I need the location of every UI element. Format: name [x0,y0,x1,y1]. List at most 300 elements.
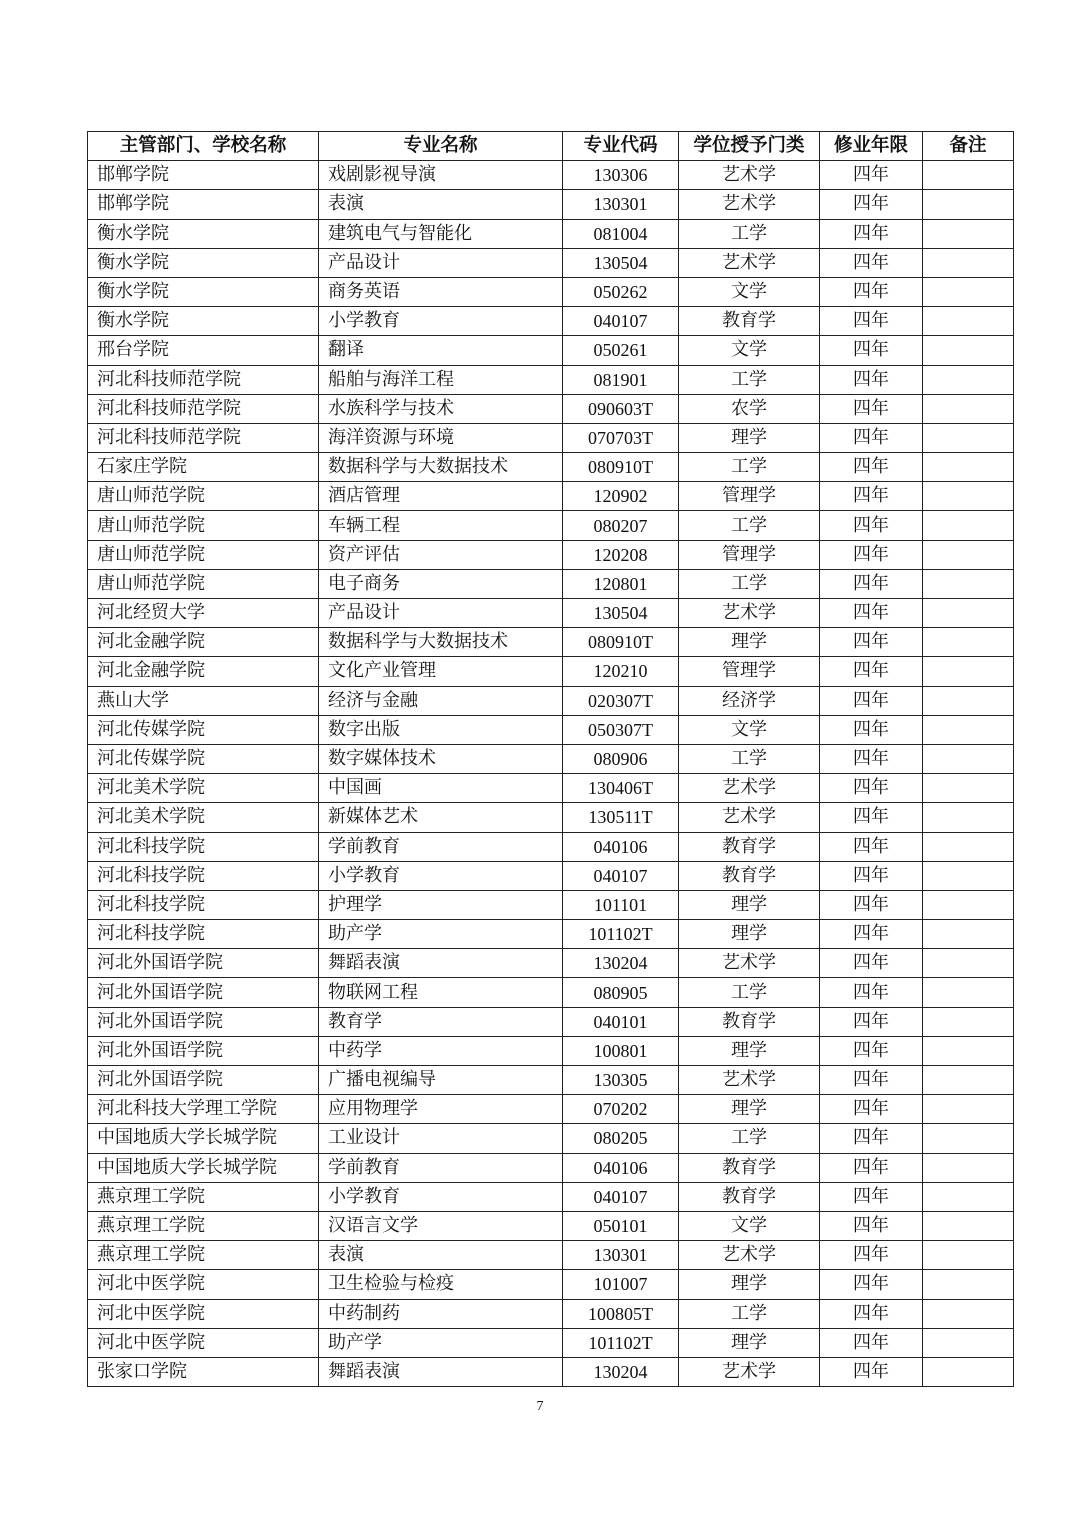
major-name-cell: 数据科学与大数据技术 [319,453,563,482]
note-cell [923,1241,1014,1270]
table-body [88,161,1014,1387]
note-cell [923,1328,1014,1357]
degree-category-cell: 艺术学 [679,248,820,277]
degree-category-cell: 文学 [679,277,820,306]
study-years-cell: 四年 [820,219,923,248]
header-major: 专业名称 [319,132,563,161]
school-name-cell: 河北金融学院 [88,657,319,686]
major-name-cell: 小学教育 [319,1182,563,1211]
table-row [88,686,1014,715]
degree-category-cell: 工学 [679,978,820,1007]
study-years-cell: 四年 [820,1066,923,1095]
note-cell [923,628,1014,657]
school-name-cell: 衡水学院 [88,277,319,306]
note-cell [923,365,1014,394]
header-degree: 学位授予门类 [679,132,820,161]
study-years-cell: 四年 [820,1357,923,1386]
study-years-cell: 四年 [820,744,923,773]
note-cell [923,219,1014,248]
table-row [88,540,1014,569]
degree-category-cell: 理学 [679,920,820,949]
note-cell [923,744,1014,773]
major-name-cell: 船舶与海洋工程 [319,365,563,394]
major-name-cell: 车辆工程 [319,511,563,540]
degree-category-cell: 工学 [679,744,820,773]
major-name-cell: 表演 [319,1241,563,1270]
major-name-cell: 翻译 [319,336,563,365]
table-row [88,161,1014,190]
school-name-cell: 河北经贸大学 [88,599,319,628]
major-name-cell: 新媒体艺术 [319,803,563,832]
school-name-cell: 河北传媒学院 [88,715,319,744]
major-name-cell: 学前教育 [319,1153,563,1182]
major-code-cell: 101102T [563,1328,679,1357]
table-row [88,1270,1014,1299]
study-years-cell: 四年 [820,540,923,569]
degree-category-cell: 管理学 [679,540,820,569]
page-number: 7 [536,1399,544,1414]
table-row [88,920,1014,949]
study-years-cell: 四年 [820,861,923,890]
degree-category-cell: 艺术学 [679,774,820,803]
school-name-cell: 河北科技学院 [88,861,319,890]
table-row [88,657,1014,686]
study-years-cell: 四年 [820,978,923,1007]
study-years-cell: 四年 [820,307,923,336]
study-years-cell: 四年 [820,803,923,832]
school-name-cell: 中国地质大学长城学院 [88,1124,319,1153]
degree-category-cell: 理学 [679,628,820,657]
degree-category-cell: 理学 [679,1270,820,1299]
major-name-cell: 助产学 [319,1328,563,1357]
degree-category-cell: 管理学 [679,657,820,686]
major-name-cell: 汉语言文学 [319,1211,563,1240]
study-years-cell: 四年 [820,482,923,511]
major-name-cell: 助产学 [319,920,563,949]
degree-category-cell: 教育学 [679,1007,820,1036]
major-code-cell: 050261 [563,336,679,365]
note-cell [923,774,1014,803]
study-years-cell: 四年 [820,423,923,452]
major-name-cell: 数字出版 [319,715,563,744]
table-row [88,1153,1014,1182]
major-code-cell: 130301 [563,1241,679,1270]
study-years-cell: 四年 [820,890,923,919]
major-name-cell: 产品设计 [319,599,563,628]
note-cell [923,453,1014,482]
study-years-cell: 四年 [820,1328,923,1357]
degree-category-cell: 工学 [679,219,820,248]
major-name-cell: 工业设计 [319,1124,563,1153]
major-name-cell: 经济与金融 [319,686,563,715]
note-cell [923,482,1014,511]
school-name-cell: 河北外国语学院 [88,978,319,1007]
degree-category-cell: 理学 [679,423,820,452]
school-name-cell: 河北科技学院 [88,832,319,861]
major-code-cell: 080910T [563,453,679,482]
major-code-cell: 081004 [563,219,679,248]
school-name-cell: 河北传媒学院 [88,744,319,773]
table-row [88,394,1014,423]
study-years-cell: 四年 [820,1124,923,1153]
table-row [88,861,1014,890]
major-code-cell: 130204 [563,949,679,978]
study-years-cell: 四年 [820,511,923,540]
major-code-cell: 130504 [563,599,679,628]
table-row [88,744,1014,773]
school-name-cell: 河北外国语学院 [88,1036,319,1065]
table-row [88,715,1014,744]
study-years-cell: 四年 [820,365,923,394]
school-name-cell: 衡水学院 [88,307,319,336]
study-years-cell: 四年 [820,832,923,861]
table-row [88,949,1014,978]
degree-category-cell: 艺术学 [679,1241,820,1270]
degree-category-cell: 教育学 [679,1153,820,1182]
note-cell [923,1299,1014,1328]
note-cell [923,277,1014,306]
school-name-cell: 河北科技大学理工学院 [88,1095,319,1124]
table-row [88,336,1014,365]
table-row [88,1328,1014,1357]
header-school: 主管部门、学校名称 [88,132,319,161]
major-code-cell: 100805T [563,1299,679,1328]
degree-category-cell: 理学 [679,1036,820,1065]
school-name-cell: 河北中医学院 [88,1328,319,1357]
study-years-cell: 四年 [820,161,923,190]
degree-category-cell: 经济学 [679,686,820,715]
school-name-cell: 河北科技师范学院 [88,394,319,423]
major-name-cell: 学前教育 [319,832,563,861]
note-cell [923,1124,1014,1153]
school-name-cell: 河北中医学院 [88,1299,319,1328]
degree-category-cell: 艺术学 [679,1357,820,1386]
note-cell [923,307,1014,336]
note-cell [923,1007,1014,1036]
major-code-cell: 040107 [563,307,679,336]
major-code-cell: 070703T [563,423,679,452]
degree-category-cell: 艺术学 [679,190,820,219]
major-code-cell: 040107 [563,1182,679,1211]
note-cell [923,1211,1014,1240]
degree-category-cell: 教育学 [679,307,820,336]
degree-category-cell: 教育学 [679,832,820,861]
major-code-cell: 040101 [563,1007,679,1036]
degree-category-cell: 工学 [679,365,820,394]
degree-category-cell: 工学 [679,1124,820,1153]
table-row [88,803,1014,832]
degree-category-cell: 理学 [679,1328,820,1357]
major-name-cell: 中药学 [319,1036,563,1065]
school-name-cell: 燕京理工学院 [88,1182,319,1211]
major-name-cell: 小学教育 [319,307,563,336]
table-row [88,307,1014,336]
note-cell [923,394,1014,423]
study-years-cell: 四年 [820,1182,923,1211]
major-name-cell: 建筑电气与智能化 [319,219,563,248]
note-cell [923,1357,1014,1386]
degree-category-cell: 文学 [679,336,820,365]
degree-category-cell: 艺术学 [679,803,820,832]
major-code-cell: 101102T [563,920,679,949]
note-cell [923,336,1014,365]
note-cell [923,715,1014,744]
major-name-cell: 舞蹈表演 [319,949,563,978]
major-name-cell: 小学教育 [319,861,563,890]
school-name-cell: 河北外国语学院 [88,1007,319,1036]
major-code-cell: 100801 [563,1036,679,1065]
major-code-cell: 101007 [563,1270,679,1299]
study-years-cell: 四年 [820,686,923,715]
school-name-cell: 邢台学院 [88,336,319,365]
school-name-cell: 张家口学院 [88,1357,319,1386]
school-name-cell: 唐山师范学院 [88,569,319,598]
header-code: 专业代码 [563,132,679,161]
note-cell [923,190,1014,219]
major-name-cell: 戏剧影视导演 [319,161,563,190]
table-row [88,365,1014,394]
note-cell [923,599,1014,628]
note-cell [923,803,1014,832]
table-row [88,978,1014,1007]
major-code-cell: 080205 [563,1124,679,1153]
table-row [88,190,1014,219]
study-years-cell: 四年 [820,715,923,744]
study-years-cell: 四年 [820,1007,923,1036]
major-code-cell: 090603T [563,394,679,423]
header-years: 修业年限 [820,132,923,161]
major-name-cell: 舞蹈表演 [319,1357,563,1386]
degree-category-cell: 农学 [679,394,820,423]
table-row [88,248,1014,277]
school-name-cell: 燕京理工学院 [88,1241,319,1270]
major-name-cell: 水族科学与技术 [319,394,563,423]
school-name-cell: 河北美术学院 [88,774,319,803]
note-cell [923,248,1014,277]
table-row [88,628,1014,657]
study-years-cell: 四年 [820,248,923,277]
study-years-cell: 四年 [820,190,923,219]
major-code-cell: 080207 [563,511,679,540]
major-code-cell: 120210 [563,657,679,686]
degree-category-cell: 教育学 [679,861,820,890]
major-code-cell: 120801 [563,569,679,598]
note-cell [923,861,1014,890]
study-years-cell: 四年 [820,628,923,657]
study-years-cell: 四年 [820,1241,923,1270]
study-years-cell: 四年 [820,277,923,306]
degree-category-cell: 艺术学 [679,1066,820,1095]
major-name-cell: 物联网工程 [319,978,563,1007]
school-name-cell: 衡水学院 [88,248,319,277]
school-name-cell: 河北科技学院 [88,890,319,919]
degree-category-cell: 理学 [679,890,820,919]
major-name-cell: 商务英语 [319,277,563,306]
header-note: 备注 [923,132,1014,161]
note-cell [923,686,1014,715]
major-code-cell: 080905 [563,978,679,1007]
major-code-cell: 050101 [563,1211,679,1240]
table-row [88,1007,1014,1036]
degree-category-cell: 教育学 [679,1182,820,1211]
note-cell [923,1095,1014,1124]
study-years-cell: 四年 [820,774,923,803]
table-row [88,1211,1014,1240]
table-row [88,1095,1014,1124]
major-code-cell: 020307T [563,686,679,715]
major-name-cell: 数字媒体技术 [319,744,563,773]
note-cell [923,1066,1014,1095]
school-name-cell: 石家庄学院 [88,453,319,482]
major-code-cell: 081901 [563,365,679,394]
school-name-cell: 唐山师范学院 [88,482,319,511]
note-cell [923,978,1014,1007]
degree-category-cell: 艺术学 [679,161,820,190]
table-row [88,890,1014,919]
table-row [88,423,1014,452]
study-years-cell: 四年 [820,1153,923,1182]
major-name-cell: 中国画 [319,774,563,803]
study-years-cell: 四年 [820,453,923,482]
major-name-cell: 资产评估 [319,540,563,569]
table-row [88,1241,1014,1270]
major-name-cell: 数据科学与大数据技术 [319,628,563,657]
major-code-cell: 080910T [563,628,679,657]
study-years-cell: 四年 [820,1299,923,1328]
note-cell [923,832,1014,861]
table-header-row [88,132,1014,161]
table-row [88,1124,1014,1153]
table-row [88,482,1014,511]
school-name-cell: 唐山师范学院 [88,540,319,569]
majors-table [87,131,1014,1387]
note-cell [923,1270,1014,1299]
degree-category-cell: 艺术学 [679,599,820,628]
major-code-cell: 070202 [563,1095,679,1124]
degree-category-cell: 理学 [679,1095,820,1124]
note-cell [923,1153,1014,1182]
major-name-cell: 广播电视编导 [319,1066,563,1095]
school-name-cell: 河北美术学院 [88,803,319,832]
school-name-cell: 河北外国语学院 [88,1066,319,1095]
note-cell [923,1036,1014,1065]
study-years-cell: 四年 [820,569,923,598]
school-name-cell: 邯郸学院 [88,161,319,190]
study-years-cell: 四年 [820,394,923,423]
major-code-cell: 050262 [563,277,679,306]
school-name-cell: 河北中医学院 [88,1270,319,1299]
study-years-cell: 四年 [820,1270,923,1299]
major-code-cell: 040107 [563,861,679,890]
table-row [88,1357,1014,1386]
table-row [88,774,1014,803]
note-cell [923,1182,1014,1211]
note-cell [923,423,1014,452]
major-code-cell: 130511T [563,803,679,832]
major-code-cell: 130204 [563,1357,679,1386]
school-name-cell: 燕京理工学院 [88,1211,319,1240]
table-row [88,511,1014,540]
major-name-cell: 应用物理学 [319,1095,563,1124]
major-code-cell: 130306 [563,161,679,190]
study-years-cell: 四年 [820,1211,923,1240]
major-code-cell: 130406T [563,774,679,803]
table-row [88,569,1014,598]
school-name-cell: 河北科技师范学院 [88,423,319,452]
major-code-cell: 120902 [563,482,679,511]
school-name-cell: 河北科技学院 [88,920,319,949]
table-row [88,277,1014,306]
school-name-cell: 唐山师范学院 [88,511,319,540]
major-name-cell: 中药制药 [319,1299,563,1328]
study-years-cell: 四年 [820,949,923,978]
degree-category-cell: 文学 [679,715,820,744]
study-years-cell: 四年 [820,657,923,686]
major-code-cell: 080906 [563,744,679,773]
study-years-cell: 四年 [820,336,923,365]
note-cell [923,540,1014,569]
table-row [88,1299,1014,1328]
table-row [88,219,1014,248]
major-code-cell: 040106 [563,1153,679,1182]
note-cell [923,569,1014,598]
degree-category-cell: 工学 [679,511,820,540]
major-name-cell: 表演 [319,190,563,219]
table-row [88,453,1014,482]
table-row [88,599,1014,628]
major-name-cell: 护理学 [319,890,563,919]
note-cell [923,657,1014,686]
major-name-cell: 电子商务 [319,569,563,598]
study-years-cell: 四年 [820,599,923,628]
degree-category-cell: 工学 [679,1299,820,1328]
degree-category-cell: 艺术学 [679,949,820,978]
major-name-cell: 教育学 [319,1007,563,1036]
major-code-cell: 040106 [563,832,679,861]
major-name-cell: 海洋资源与环境 [319,423,563,452]
study-years-cell: 四年 [820,920,923,949]
note-cell [923,949,1014,978]
degree-category-cell: 管理学 [679,482,820,511]
major-code-cell: 050307T [563,715,679,744]
school-name-cell: 中国地质大学长城学院 [88,1153,319,1182]
table-row [88,832,1014,861]
major-code-cell: 101101 [563,890,679,919]
degree-category-cell: 工学 [679,569,820,598]
table-row [88,1066,1014,1095]
degree-category-cell: 文学 [679,1211,820,1240]
major-code-cell: 130305 [563,1066,679,1095]
major-code-cell: 130504 [563,248,679,277]
school-name-cell: 燕山大学 [88,686,319,715]
study-years-cell: 四年 [820,1036,923,1065]
major-name-cell: 酒店管理 [319,482,563,511]
degree-category-cell: 工学 [679,453,820,482]
note-cell [923,511,1014,540]
major-name-cell: 卫生检验与检疫 [319,1270,563,1299]
note-cell [923,161,1014,190]
major-name-cell: 文化产业管理 [319,657,563,686]
note-cell [923,890,1014,919]
table-row [88,1036,1014,1065]
note-cell [923,920,1014,949]
school-name-cell: 河北金融学院 [88,628,319,657]
school-name-cell: 河北科技师范学院 [88,365,319,394]
school-name-cell: 邯郸学院 [88,190,319,219]
major-code-cell: 120208 [563,540,679,569]
table-row [88,1182,1014,1211]
school-name-cell: 衡水学院 [88,219,319,248]
